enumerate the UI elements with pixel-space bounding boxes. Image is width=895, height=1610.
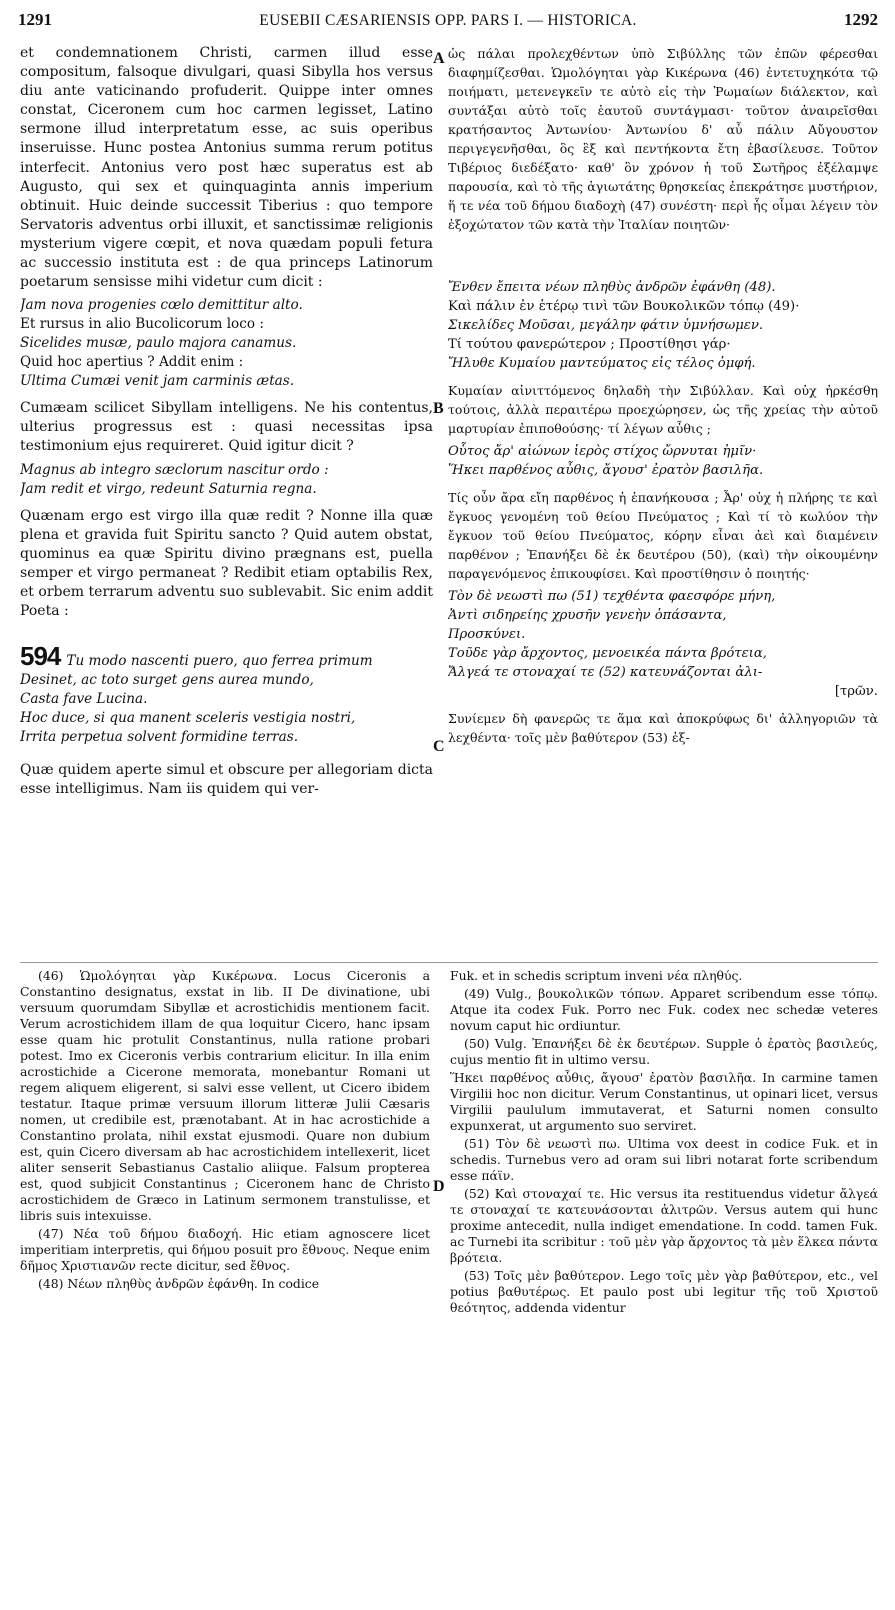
- footnote-53: (53) Τοῖς μὲν βαθύτερον. Lego τοῖς μὲν γὰρ βαθύτερον, etc., vel potius βαθυτέρως. Et paulo post ubi legitur τῆς τοῦ Χριστοῦ θεότητος, addenda videntur: [450, 1268, 878, 1315]
- footnotes-left: [20, 968, 430, 1294]
- latin-paragraph-2: Cumæam scilicet Sibyllam intelligens. Ne his contentus, ulterius progressus est : quasi necessitas ipsa testimonium ejus requireret. Quid igitur dicit ?: [20, 400, 433, 455]
- greek-paragraph-1: ὡς πάλαι προλεχθέντων ὑπὸ Σιβύλλης τῶν ἐπῶν φέρεσθαι διαφημίζεσθαι. Ὡμολόγηται γὰρ Κικέρωνα (46) ἐντετυχηκότα τῷ ποιήματι, μετενεγκεῖν τε αὐτὸ εἰς τὴν Ῥωμαίων διάλεκτον, καὶ συντάξαι αὐτὸ τοῖς ἑαυτοῦ συντάγμασι· τοῦτον ἀναιρεῖσθαι κρατήσαντος Ἀντωνίου· Ἀντωνίου δ' αὖ πάλιν Αὔγουστον περιγεγενῆσθαι, ὃς ἓξ καὶ πεντήκοντα ἔτη ἐβασίλευσε. Τοῦτον Τιβέριος διεδέξατο· καθ' ὃν χρόνον ἡ τοῦ Σωτῆρος ἐξέλαμψε παρουσία, καὶ τὸ τῆς ἁγιωτάτης θρησκείας ἐπεκράτησε μυστήριον, ἥ τε νέα τοῦ δήμου διαδοχὴ (47) συνέστη· περὶ ἧς οἶμαι λέγειν τὸν ἐξοχώτατον τῶν κατὰ τὴν Ἰταλίαν ποιητῶν·: [448, 46, 878, 232]
- latin-paragraph-3: Quænam ergo est virgo illa quæ redit ? Nonne illa quæ plena et gravida fuit Spiritu sancto ? Quid autem obstat, quominus ea quæ Spiritu divino prægnans est, puella semper et virgo permaneat ? Redibit etiam optabilis Rex, et orbem terrarum adventu suo sublevabit. Sic enim addit Poeta :: [20, 507, 433, 619]
- greek-paragraph-2: Κυμαίαν αἰνιττόμενος δηλαδὴ τὴν Σιβύλλαν. Καὶ οὐχ ἠρκέσθη τούτοις, ἀλλὰ περαιτέρω προεχώρησεν, ὡς τῆς χρείας τὴν αὐτοῦ μαρτυρίαν ἐπιποθούσης· τί λέγων αὖθις ;: [448, 383, 878, 436]
- notes-divider: [20, 962, 878, 963]
- footnote-49: (49) Vulg., βουκολικῶν τόπων. Apparet scribendum esse τόπῳ. Atque ita codex Fuk. Porro nec Fuk. codex nec schedæ veteres novum caput hic ordiuntur.: [450, 986, 878, 1033]
- greek-verse-5-line-1: Τὸν δὲ νεωστὶ πω (51) τεχθέντα φαεσφόρε μήνη,: [448, 589, 776, 604]
- latin-paragraph-4: Quæ quidem aperte simul et obscure per allegoriam dicta esse intelligimus. Nam iis quidem qui ver-: [20, 762, 433, 798]
- margin-letter-a: A: [433, 50, 445, 67]
- greek-line-3: Τί τούτου φανερώτερον ; Προστίθησι γάρ·: [448, 337, 731, 352]
- greek-paragraph-3: Τίς οὖν ἄρα εἴη παρθένος ἡ ἐπανήκουσα ; Ἆρ' οὐχ ἡ πλήρης τε καὶ ἔγκυος γενομένη τοῦ θείου Πνεύματος ; Καὶ τί τὸ κωλύον τὴν ἔγκυον τοῦ θείου Πνεύματος, κόρην εἶναι ἀεὶ καὶ διαμένειν παρθένον ; Ἐπανήξει δὲ ἐκ δευτέρου (50), (καὶ) τὴν οἰκουμένην παραγενόμενος ἐπικουφίσει. Καὶ προστίθησιν ὁ ποιητής·: [448, 490, 878, 581]
- greek-verse-4b: Ἥκει παρθένος αὖθις, ἄγουσ' ἐρατὸν βασιλῆα.: [448, 463, 764, 478]
- greek-verse-3: Ἤλυθε Κυμαίου μαντεύματος εἰς τέλος ὀμφή.: [448, 356, 756, 371]
- latin-column: [20, 44, 433, 803]
- footnote-52: (52) Καὶ στοναχαί τε. Hic versus ita restituendus videtur ἄλγεά τε στοναχαί τε κατευνάσονται ἀλιτρῶν. Versus autem qui hunc proxime antecedit, nulla indiget emendatione. In codd. tamen Fuk. ac Turnebi ita scribitur : τοῦ μὲν γὰρ ἄρχοντος τὰ μὲν ἕλκεα πάντα βρότεια.: [450, 1186, 878, 1265]
- latin-verse-4a: Magnus ab integro sæclorum nascitur ordo :: [20, 461, 329, 478]
- footnote-47: (47) Νέα τοῦ δήμου διαδοχή. Hic etiam agnoscere licet imperitiam interpretis, qui δήμου posuit pro ἔθνους. Neque enim δῆμος Χριστιανῶν recte dicitur, sed ἔθνος.: [20, 1226, 430, 1273]
- greek-verse-5-line-2: Ἀντὶ σιδηρείης χρυσῆν γενεὴν ὀπάσαντα,: [448, 608, 727, 623]
- greek-column: [448, 44, 878, 751]
- latin-verse-5-line-1: 594 Tu modo nascenti puero, quo ferrea primum: [20, 641, 373, 672]
- latin-verse-5-line-2: Desinet, ac toto surget gens aurea mundo,: [20, 672, 314, 689]
- margin-letter-b: B: [433, 400, 444, 417]
- footnote-48: (48) Νέων πληθὺς ἀνδρῶν ἐφάνθη. In codice: [38, 1276, 320, 1291]
- latin-verse-5-line-3: Casta fave Lucina.: [20, 691, 148, 708]
- greek-paragraph-4: Συνίεμεν δὴ φανερῶς τε ἅμα καὶ ἀποκρύφως δι' ἀλληγοριῶν τὰ λεχθέντα· τοῖς μὲν βαθύτερον (53) ἐξ-: [448, 711, 878, 745]
- footnote-50: (50) Vulg. Ἐπανήξει δὲ ἐκ δευτέρων. Supple ὁ ἐρατὸς βασιλεύς, cujus mentio fit in ultimo versu.: [450, 1036, 878, 1067]
- footnote-50-verse: Ἥκει παρθένος αὖθις, ἄγουσ' ἐρατὸν βασιλῆα. In carmine tamen Virgilii hoc non dicitur. Verum Constantinus, ut opinari licet, versus Virgilii paululum immutaverat, et Saturni nomen consulto expunxerat, ut argumento suo serviret.: [450, 1070, 878, 1133]
- latin-line-3: Quid hoc apertius ? Addit enim :: [20, 354, 244, 371]
- footnote-48-continued: Fuk. et in schedis scriptum inveni νέα πληθύς.: [450, 968, 743, 983]
- latin-paragraph-1: et condemnationem Christi, carmen illud esse compositum, falsoque divulgari, quasi Sibylla hos versus diu ante vaticinando profuderit. Quippe inter omnes constat, Ciceronem cum hoc carmen legisset, Latino sermone illud interpretatum esse, ac suis operibus inseruisse. Hunc postea Antonius summa rerum potitus interfecit. Antonius vero post hæc superatus est ab Augusto, qui sex et quinquaginta annis imperium obtinuit. Huic deinde successit Tiberius : quo tempore Servatoris adventus orbi illuxit, et sanctissimæ religionis mysterium vigere cœpit, et nova quædam populi fetura ac successio instituta est : de qua princeps Latinorum poetarum sensisse mihi videtur cum dicit :: [20, 45, 433, 291]
- latin-verse-4b: Jam redit et virgo, redeunt Saturnia regna.: [20, 480, 317, 497]
- column-number: 594: [20, 641, 61, 672]
- margin-letter-c: C: [433, 738, 445, 755]
- latin-verse-5-line-5: Irrita perpetua solvent formidine terras.: [20, 729, 299, 746]
- running-header: [18, 10, 878, 38]
- greek-verse-2: Σικελίδες Μοῦσαι, μεγάλην φάτιν ὑμνήσωμεν.: [448, 318, 764, 333]
- running-title: EUSEBII CÆSARIENSIS OPP. PARS I. — HISTORICA.: [259, 12, 637, 29]
- greek-verse-5-line-5: Ἄλγεά τε στοναχαί τε (52) κατευνάζονται ἀλι-: [448, 665, 763, 680]
- left-page-number: 1291: [18, 10, 52, 29]
- latin-verse-3: Ultima Cumæi venit jam carminis ætas.: [20, 373, 295, 390]
- latin-line-2: Et rursus in alio Bucolicorum loco :: [20, 316, 264, 333]
- margin-letter-d: D: [433, 1178, 445, 1195]
- footnote-51: (51) Τὸν δὲ νεωστὶ πω. Ultima vox deest in codice Fuk. et in schedis. Turnebus vero ad oram sui libri notarat forte scribendum esse πάϊν.: [450, 1136, 878, 1183]
- greek-verse-1: Ἔνθεν ἔπειτα νέων πληθὺς ἀνδρῶν ἐφάνθη (48).: [448, 280, 776, 295]
- latin-verse-5-line-4: Hoc duce, si qua manent sceleris vestigia nostri,: [20, 710, 356, 727]
- footnote-46: (46) Ὡμολόγηται γὰρ Κικέρωνα. Locus Ciceronis a Constantino designatus, exstat in lib. II De divinatione, ubi versuum quorumdam Sibyllæ et acrostichidis mentionem facit. Verum acrostichidem illam de qua loquitur Cicero, hanc ipsam esse quam hic protulit Constantinus, nulla ratione probari potest. Imo ex Ciceronis verbis contrarium elicitur. In illa enim acrostichide a Cicerone memorata, monebantur Romani ut regem aliquem eligerent, si salvi esse vellent, ut Cicero ibidem testatur. Itaque primæ versuum illorum litteræ Julii Cæsaris nomen, ut credibile est, prænotabant. At in hac acrostichide a Constantino prolata, nihil exstat ejusmodi. Quare non dubium est, quin Cicero diversam ab hac acrostichidem intellexerit, licet aliter senserit Sebastianus Castalio aliique. Falsum propterea est, quod subjicit Constantinus ; Ciceronem hanc de Christo acrostichidem de Græco in Latinum sermonem transtulisse, et libris suis intexuisse.: [20, 968, 430, 1223]
- footnotes-right: [450, 968, 878, 1318]
- latin-verse-2: Sicelides musæ, paulo majora canamus.: [20, 335, 297, 352]
- greek-line-2: Καὶ πάλιν ἐν ἑτέρῳ τινὶ τῶν Βουκολικῶν τόπῳ (49)·: [448, 299, 800, 314]
- right-page-number: 1292: [844, 10, 878, 29]
- greek-verse-5-tail: [τρῶν.: [834, 684, 878, 699]
- latin-verse-1: Jam nova progenies cœlo demittitur alto.: [20, 297, 303, 314]
- greek-verse-5-line-4: Τοῦδε γὰρ ἄρχοντος, μενοεικέα πάντα βρότεια,: [448, 646, 767, 661]
- greek-verse-5-line-3: Προσκύνει.: [448, 627, 526, 642]
- greek-verse-4a: Οὗτος ἄρ' αἰώνων ἱερὸς στίχος ὤρνυται ἡμῖν·: [448, 444, 757, 459]
